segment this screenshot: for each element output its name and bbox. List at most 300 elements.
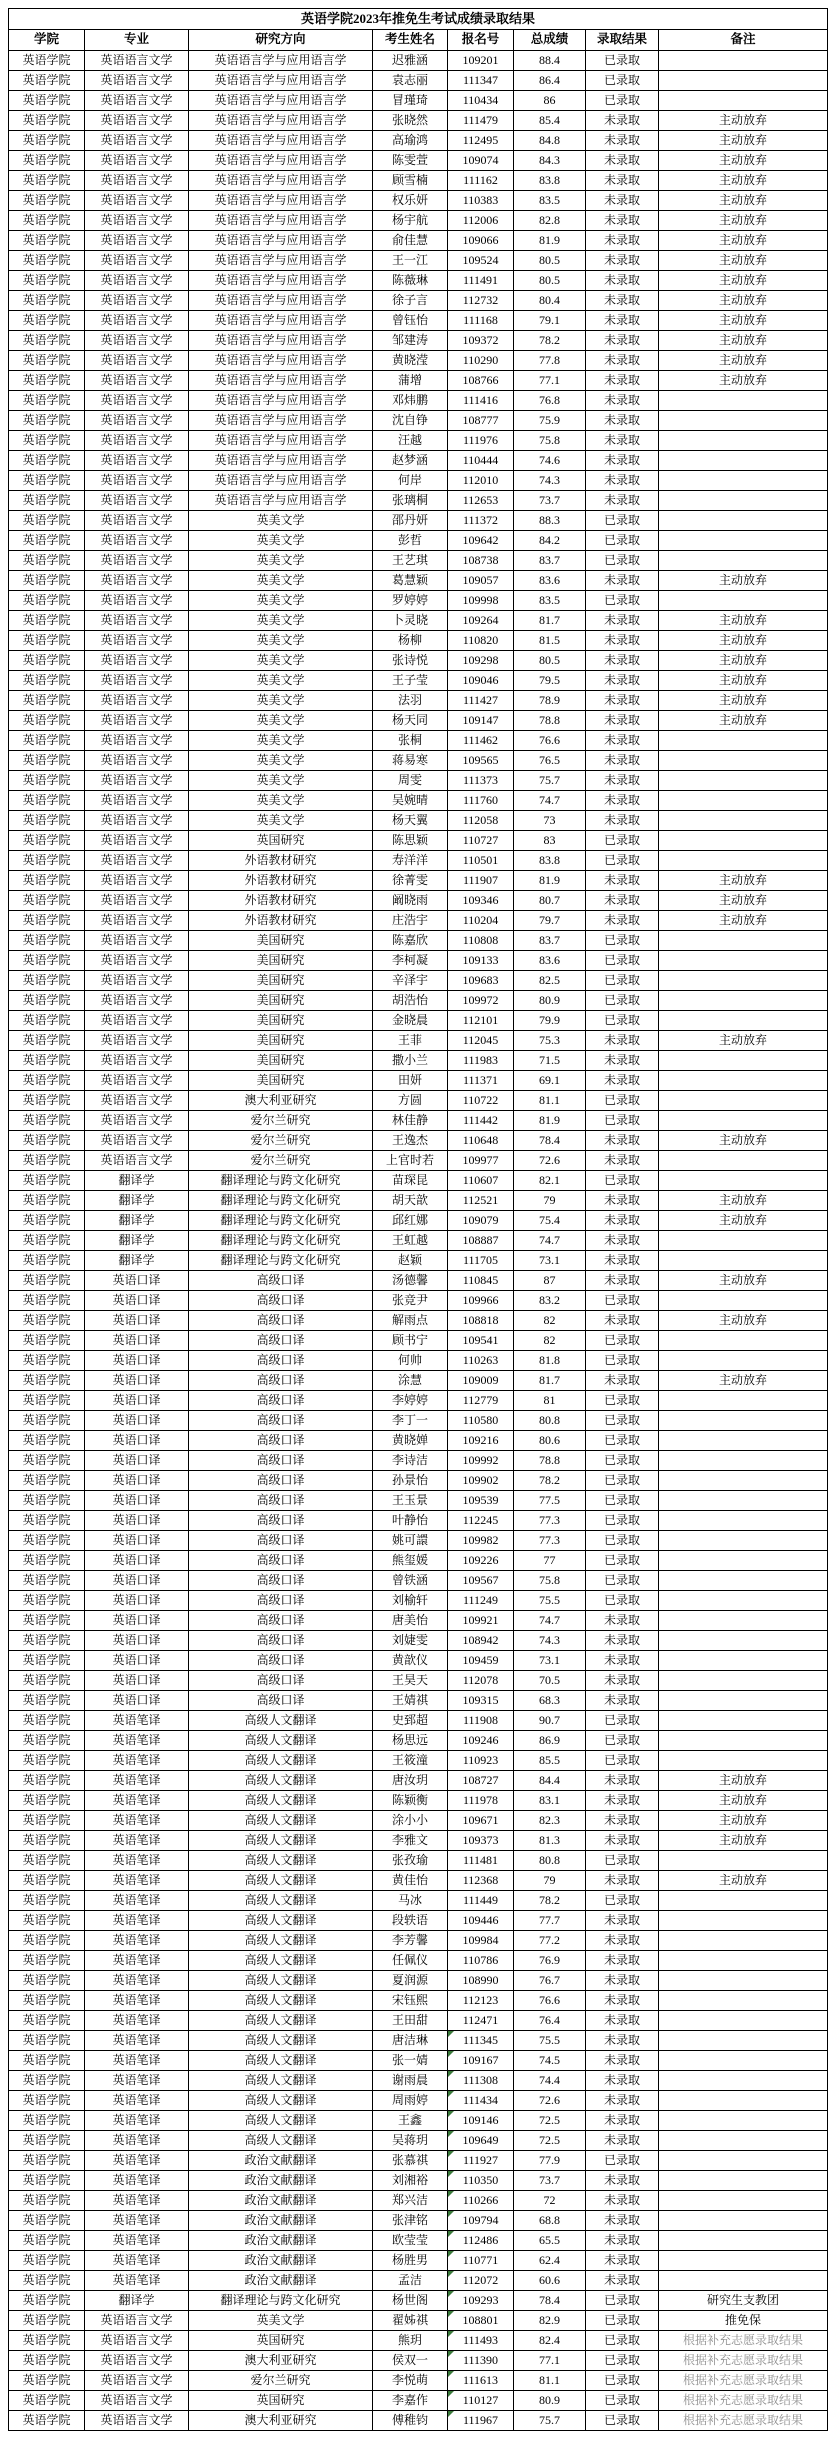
remark-cell xyxy=(659,1931,828,1951)
table-row xyxy=(9,251,828,271)
major-cell: 英语笔译 xyxy=(85,1951,189,1971)
score-cell: 76.9 xyxy=(514,1951,586,1971)
reg-no-cell: 109982 xyxy=(448,1531,514,1551)
result-cell: 未录取 xyxy=(586,151,659,171)
remark-cell xyxy=(659,551,828,571)
table-row xyxy=(9,751,828,771)
name-cell: 姚可譞 xyxy=(373,1531,448,1551)
college-cell: 英语学院 xyxy=(9,1391,85,1411)
college-cell: 英语学院 xyxy=(9,431,85,451)
name-cell: 王艺琪 xyxy=(373,551,448,571)
reg-no-cell: 112779 xyxy=(448,1391,514,1411)
table-row xyxy=(9,451,828,471)
name-cell: 方圆 xyxy=(373,1091,448,1111)
name-cell: 葛慧颖 xyxy=(373,571,448,591)
major-cell: 英语笔译 xyxy=(85,1711,189,1731)
table-row xyxy=(9,491,828,511)
remark-cell: 主动放弃 xyxy=(659,1191,828,1211)
table-row xyxy=(9,1671,828,1691)
score-cell: 78.8 xyxy=(514,1451,586,1471)
result-cell: 未录取 xyxy=(586,2051,659,2071)
reg-no-cell: 111371 xyxy=(448,1071,514,1091)
college-cell: 英语学院 xyxy=(9,2111,85,2131)
table-row xyxy=(9,1591,828,1611)
score-cell: 74.7 xyxy=(514,1231,586,1251)
result-cell: 未录取 xyxy=(586,191,659,211)
direction-cell: 高级口译 xyxy=(189,1411,373,1431)
reg-no-cell: 111491 xyxy=(448,271,514,291)
remark-cell xyxy=(659,1091,828,1111)
remark-cell: 主动放弃 xyxy=(659,231,828,251)
name-cell: 涂慧 xyxy=(373,1371,448,1391)
score-cell: 77.9 xyxy=(514,2151,586,2171)
remark-cell xyxy=(659,1251,828,1271)
name-cell: 刘湘裕 xyxy=(373,2171,448,2191)
score-cell: 74.7 xyxy=(514,1611,586,1631)
remark-cell: 根据补充志愿录取结果 xyxy=(659,2351,828,2371)
major-cell: 英语语言文学 xyxy=(85,491,189,511)
reg-no-cell: 111705 xyxy=(448,1251,514,1271)
major-cell: 英语笔译 xyxy=(85,1771,189,1791)
reg-no-cell: 109992 xyxy=(448,1451,514,1471)
remark-cell xyxy=(659,1071,828,1091)
college-cell: 英语学院 xyxy=(9,1591,85,1611)
direction-cell: 外语教材研究 xyxy=(189,871,373,891)
college-cell: 英语学院 xyxy=(9,571,85,591)
name-cell: 辛泽宇 xyxy=(373,971,448,991)
college-cell: 英语学院 xyxy=(9,1191,85,1211)
result-cell: 未录取 xyxy=(586,1131,659,1151)
name-cell: 段轶语 xyxy=(373,1911,448,1931)
remark-cell xyxy=(659,991,828,1011)
name-cell: 史郅超 xyxy=(373,1711,448,1731)
reg-no-cell: 109984 xyxy=(448,1931,514,1951)
direction-cell: 政治文献翻译 xyxy=(189,2271,373,2291)
reg-no-cell: 111613 xyxy=(448,2371,514,2391)
result-cell: 未录取 xyxy=(586,1191,659,1211)
result-cell: 未录取 xyxy=(586,171,659,191)
college-cell: 英语学院 xyxy=(9,1251,85,1271)
direction-cell: 高级人文翻译 xyxy=(189,1711,373,1731)
reg-no-cell: 109966 xyxy=(448,1291,514,1311)
remark-cell: 主动放弃 xyxy=(659,311,828,331)
direction-cell: 英美文学 xyxy=(189,571,373,591)
result-cell: 已录取 xyxy=(586,531,659,551)
major-cell: 英语口译 xyxy=(85,1651,189,1671)
score-cell: 76.4 xyxy=(514,2011,586,2031)
direction-cell: 爱尔兰研究 xyxy=(189,1151,373,1171)
table-row xyxy=(9,111,828,131)
score-cell: 75.8 xyxy=(514,431,586,451)
direction-cell: 英语语言学与应用语言学 xyxy=(189,271,373,291)
direction-cell: 政治文献翻译 xyxy=(189,2251,373,2271)
reg-no-cell: 111162 xyxy=(448,171,514,191)
college-cell: 英语学院 xyxy=(9,2131,85,2151)
result-cell: 已录取 xyxy=(586,511,659,531)
result-cell: 已录取 xyxy=(586,1551,659,1571)
score-cell: 73.7 xyxy=(514,491,586,511)
reg-no-cell: 111347 xyxy=(448,71,514,91)
table-row xyxy=(9,2051,828,2071)
major-cell: 英语语言文学 xyxy=(85,271,189,291)
reg-no-cell: 112245 xyxy=(448,1511,514,1531)
college-cell: 英语学院 xyxy=(9,1671,85,1691)
result-cell: 已录取 xyxy=(586,1751,659,1771)
name-cell: 马冰 xyxy=(373,1891,448,1911)
table-row xyxy=(9,951,828,971)
reg-no-cell: 109167 xyxy=(448,2051,514,2071)
direction-cell: 高级人文翻译 xyxy=(189,2111,373,2131)
result-cell: 已录取 xyxy=(586,931,659,951)
college-cell: 英语学院 xyxy=(9,1871,85,1891)
major-cell: 英语语言文学 xyxy=(85,911,189,931)
major-cell: 翻译学 xyxy=(85,1211,189,1231)
reg-no-cell: 109373 xyxy=(448,1831,514,1851)
direction-cell: 英语语言学与应用语言学 xyxy=(189,171,373,191)
table-row xyxy=(9,651,828,671)
remark-cell: 根据补充志愿录取结果 xyxy=(659,2391,828,2411)
major-cell: 英语语言文学 xyxy=(85,711,189,731)
table-row xyxy=(9,191,828,211)
college-cell: 英语学院 xyxy=(9,951,85,971)
score-cell: 84.2 xyxy=(514,531,586,551)
direction-cell: 政治文献翻译 xyxy=(189,2171,373,2191)
table-row xyxy=(9,91,828,111)
remark-cell: 主动放弃 xyxy=(659,371,828,391)
name-cell: 王虹越 xyxy=(373,1231,448,1251)
remark-cell: 主动放弃 xyxy=(659,1831,828,1851)
reg-no-cell: 109264 xyxy=(448,611,514,631)
table-row xyxy=(9,1451,828,1471)
direction-cell: 高级人文翻译 xyxy=(189,1871,373,1891)
table-row xyxy=(9,1051,828,1071)
direction-cell: 高级人文翻译 xyxy=(189,1811,373,1831)
reg-no-cell: 108777 xyxy=(448,411,514,431)
reg-no-cell: 111983 xyxy=(448,1051,514,1071)
table-row xyxy=(9,891,828,911)
reg-no-cell: 110845 xyxy=(448,1271,514,1291)
table-row xyxy=(9,351,828,371)
remark-cell: 主动放弃 xyxy=(659,331,828,351)
result-cell: 未录取 xyxy=(586,1631,659,1651)
major-cell: 英语笔译 xyxy=(85,1891,189,1911)
major-cell: 英语语言文学 xyxy=(85,791,189,811)
major-cell: 英语口译 xyxy=(85,1671,189,1691)
major-cell: 英语语言文学 xyxy=(85,351,189,371)
result-cell: 未录取 xyxy=(586,471,659,491)
score-cell: 80.6 xyxy=(514,1431,586,1451)
score-cell: 74.3 xyxy=(514,1631,586,1651)
reg-no-cell: 112653 xyxy=(448,491,514,511)
name-cell: 田妍 xyxy=(373,1071,448,1091)
score-cell: 81 xyxy=(514,1391,586,1411)
remark-cell: 主动放弃 xyxy=(659,571,828,591)
reg-no-cell: 108766 xyxy=(448,371,514,391)
direction-cell: 英美文学 xyxy=(189,591,373,611)
college-cell: 英语学院 xyxy=(9,2251,85,2271)
direction-cell: 高级口译 xyxy=(189,1691,373,1711)
remark-cell: 主动放弃 xyxy=(659,631,828,651)
reg-no-cell: 112078 xyxy=(448,1671,514,1691)
college-cell: 英语学院 xyxy=(9,831,85,851)
college-cell: 英语学院 xyxy=(9,1811,85,1831)
name-cell: 庄浩宇 xyxy=(373,911,448,931)
result-cell: 未录取 xyxy=(586,291,659,311)
score-cell: 77.3 xyxy=(514,1511,586,1531)
direction-cell: 高级人文翻译 xyxy=(189,1791,373,1811)
major-cell: 英语语言文学 xyxy=(85,611,189,631)
college-cell: 英语学院 xyxy=(9,2171,85,2191)
col-header-remark: 备注 xyxy=(659,30,828,51)
direction-cell: 政治文献翻译 xyxy=(189,2191,373,2211)
major-cell: 英语语言文学 xyxy=(85,371,189,391)
direction-cell: 英美文学 xyxy=(189,731,373,751)
college-cell: 英语学院 xyxy=(9,1971,85,1991)
result-cell: 未录取 xyxy=(586,251,659,271)
major-cell: 翻译学 xyxy=(85,1171,189,1191)
major-cell: 英语口译 xyxy=(85,1611,189,1631)
result-cell: 已录取 xyxy=(586,971,659,991)
score-cell: 74.3 xyxy=(514,471,586,491)
result-cell: 未录取 xyxy=(586,1971,659,1991)
name-cell: 张津铭 xyxy=(373,2211,448,2231)
table-row xyxy=(9,1751,828,1771)
direction-cell: 政治文献翻译 xyxy=(189,2231,373,2251)
reg-no-cell: 111760 xyxy=(448,791,514,811)
reg-no-cell: 111976 xyxy=(448,431,514,451)
score-cell: 68.3 xyxy=(514,1691,586,1711)
direction-cell: 澳大利亚研究 xyxy=(189,2411,373,2431)
reg-no-cell: 110607 xyxy=(448,1171,514,1191)
score-cell: 77 xyxy=(514,1551,586,1571)
result-cell: 未录取 xyxy=(586,2271,659,2291)
reg-no-cell: 112368 xyxy=(448,1871,514,1891)
name-cell: 翟姊祺 xyxy=(373,2311,448,2331)
table-head xyxy=(9,9,828,51)
table-row xyxy=(9,2171,828,2191)
college-cell: 英语学院 xyxy=(9,2291,85,2311)
score-cell: 82.1 xyxy=(514,1171,586,1191)
remark-cell xyxy=(659,1471,828,1491)
direction-cell: 高级口译 xyxy=(189,1471,373,1491)
reg-no-cell: 109057 xyxy=(448,571,514,591)
major-cell: 英语笔译 xyxy=(85,1851,189,1871)
name-cell: 何岸 xyxy=(373,471,448,491)
reg-no-cell: 111449 xyxy=(448,1891,514,1911)
result-cell: 已录取 xyxy=(586,2311,659,2331)
table-row xyxy=(9,791,828,811)
results-table xyxy=(8,8,828,2431)
table-row xyxy=(9,2011,828,2031)
result-cell: 已录取 xyxy=(586,2351,659,2371)
major-cell: 英语语言文学 xyxy=(85,991,189,1011)
name-cell: 顾书宁 xyxy=(373,1331,448,1351)
reg-no-cell: 112732 xyxy=(448,291,514,311)
name-cell: 王子莹 xyxy=(373,671,448,691)
college-cell: 英语学院 xyxy=(9,451,85,471)
name-cell: 夏润源 xyxy=(373,1971,448,1991)
table-row xyxy=(9,1231,828,1251)
reg-no-cell: 112495 xyxy=(448,131,514,151)
score-cell: 79.7 xyxy=(514,911,586,931)
college-cell: 英语学院 xyxy=(9,1031,85,1051)
score-cell: 76.6 xyxy=(514,1991,586,2011)
remark-cell: 主动放弃 xyxy=(659,131,828,151)
remark-cell: 主动放弃 xyxy=(659,1311,828,1331)
remark-cell: 推免保 xyxy=(659,2311,828,2331)
reg-no-cell: 111372 xyxy=(448,511,514,531)
reg-no-cell: 111481 xyxy=(448,1851,514,1871)
table-row xyxy=(9,1811,828,1831)
result-cell: 已录取 xyxy=(586,1531,659,1551)
college-cell: 英语学院 xyxy=(9,1311,85,1331)
result-cell: 未录取 xyxy=(586,2031,659,2051)
remark-cell xyxy=(659,2151,828,2171)
reg-no-cell: 110444 xyxy=(448,451,514,471)
table-row xyxy=(9,1091,828,1111)
score-cell: 80.9 xyxy=(514,2391,586,2411)
result-cell: 未录取 xyxy=(586,1151,659,1171)
direction-cell: 英美文学 xyxy=(189,711,373,731)
result-cell: 已录取 xyxy=(586,1431,659,1451)
name-cell: 孙景怡 xyxy=(373,1471,448,1491)
reg-no-cell: 111908 xyxy=(448,1711,514,1731)
name-cell: 王菲 xyxy=(373,1031,448,1051)
score-cell: 82.9 xyxy=(514,2311,586,2331)
remark-cell: 主动放弃 xyxy=(659,1871,828,1891)
result-cell: 已录取 xyxy=(586,2411,659,2431)
result-cell: 已录取 xyxy=(586,91,659,111)
result-cell: 未录取 xyxy=(586,111,659,131)
reg-no-cell: 109372 xyxy=(448,331,514,351)
major-cell: 英语语言文学 xyxy=(85,211,189,231)
major-cell: 英语语言文学 xyxy=(85,551,189,571)
score-cell: 75.8 xyxy=(514,1571,586,1591)
major-cell: 英语语言文学 xyxy=(85,151,189,171)
reg-no-cell: 111373 xyxy=(448,771,514,791)
major-cell: 英语口译 xyxy=(85,1331,189,1351)
score-cell: 75.7 xyxy=(514,2411,586,2431)
direction-cell: 英语语言学与应用语言学 xyxy=(189,111,373,131)
college-cell: 英语学院 xyxy=(9,2031,85,2051)
name-cell: 唐美怡 xyxy=(373,1611,448,1631)
name-cell: 杨天同 xyxy=(373,711,448,731)
reg-no-cell: 109298 xyxy=(448,651,514,671)
score-cell: 75.9 xyxy=(514,411,586,431)
direction-cell: 高级口译 xyxy=(189,1511,373,1531)
remark-cell xyxy=(659,1531,828,1551)
college-cell: 英语学院 xyxy=(9,171,85,191)
reg-no-cell: 112101 xyxy=(448,1011,514,1031)
major-cell: 英语笔译 xyxy=(85,2171,189,2191)
col-header-direction: 研究方向 xyxy=(189,30,373,51)
remark-cell: 主动放弃 xyxy=(659,251,828,271)
direction-cell: 高级口译 xyxy=(189,1591,373,1611)
score-cell: 60.6 xyxy=(514,2271,586,2291)
table-row xyxy=(9,571,828,591)
college-cell: 英语学院 xyxy=(9,1931,85,1951)
table-row xyxy=(9,531,828,551)
score-cell: 75.5 xyxy=(514,1591,586,1611)
direction-cell: 高级口译 xyxy=(189,1331,373,1351)
table-row xyxy=(9,1491,828,1511)
college-cell: 英语学院 xyxy=(9,1551,85,1571)
score-cell: 78.4 xyxy=(514,2291,586,2311)
college-cell: 英语学院 xyxy=(9,91,85,111)
college-cell: 英语学院 xyxy=(9,2351,85,2371)
direction-cell: 英美文学 xyxy=(189,2311,373,2331)
remark-cell: 主动放弃 xyxy=(659,291,828,311)
table-row xyxy=(9,1651,828,1671)
direction-cell: 高级人文翻译 xyxy=(189,2091,373,2111)
reg-no-cell: 112006 xyxy=(448,211,514,231)
direction-cell: 英国研究 xyxy=(189,831,373,851)
direction-cell: 英语语言学与应用语言学 xyxy=(189,151,373,171)
score-cell: 73 xyxy=(514,811,586,831)
result-cell: 未录取 xyxy=(586,1691,659,1711)
table-row xyxy=(9,471,828,491)
major-cell: 英语语言文学 xyxy=(85,1111,189,1131)
score-cell: 81.9 xyxy=(514,231,586,251)
score-cell: 72.5 xyxy=(514,2131,586,2151)
college-cell: 英语学院 xyxy=(9,311,85,331)
direction-cell: 政治文献翻译 xyxy=(189,2151,373,2171)
direction-cell: 高级口译 xyxy=(189,1391,373,1411)
major-cell: 英语口译 xyxy=(85,1291,189,1311)
college-cell: 英语学院 xyxy=(9,1531,85,1551)
reg-no-cell: 110127 xyxy=(448,2391,514,2411)
remark-cell xyxy=(659,2011,828,2031)
major-cell: 英语笔译 xyxy=(85,2151,189,2171)
table-row xyxy=(9,1471,828,1491)
remark-cell: 主动放弃 xyxy=(659,151,828,171)
direction-cell: 英语语言学与应用语言学 xyxy=(189,311,373,331)
remark-cell xyxy=(659,2031,828,2051)
result-cell: 已录取 xyxy=(586,1731,659,1751)
result-cell: 未录取 xyxy=(586,2231,659,2251)
reg-no-cell: 111249 xyxy=(448,1591,514,1611)
score-cell: 80.5 xyxy=(514,651,586,671)
result-cell: 已录取 xyxy=(586,2391,659,2411)
result-cell: 未录取 xyxy=(586,1871,659,1891)
remark-cell: 主动放弃 xyxy=(659,211,828,231)
remark-cell: 主动放弃 xyxy=(659,111,828,131)
reg-no-cell: 109524 xyxy=(448,251,514,271)
reg-no-cell: 110383 xyxy=(448,191,514,211)
direction-cell: 英语语言学与应用语言学 xyxy=(189,391,373,411)
major-cell: 英语语言文学 xyxy=(85,771,189,791)
score-cell: 75.7 xyxy=(514,771,586,791)
remark-cell: 主动放弃 xyxy=(659,351,828,371)
name-cell: 陈颖衡 xyxy=(373,1791,448,1811)
name-cell: 陈思颖 xyxy=(373,831,448,851)
table-row xyxy=(9,1851,828,1871)
name-cell: 李婷婷 xyxy=(373,1391,448,1411)
college-cell: 英语学院 xyxy=(9,271,85,291)
major-cell: 英语语言文学 xyxy=(85,1011,189,1031)
remark-cell xyxy=(659,1051,828,1071)
score-cell: 82.3 xyxy=(514,1811,586,1831)
remark-cell xyxy=(659,2051,828,2071)
table-row xyxy=(9,1351,828,1371)
score-cell: 78.2 xyxy=(514,1891,586,1911)
direction-cell: 高级人文翻译 xyxy=(189,1971,373,1991)
result-cell: 未录取 xyxy=(586,1651,659,1671)
name-cell: 黄晓婵 xyxy=(373,1431,448,1451)
result-cell: 未录取 xyxy=(586,751,659,771)
table-row xyxy=(9,311,828,331)
score-cell: 78.4 xyxy=(514,1131,586,1151)
